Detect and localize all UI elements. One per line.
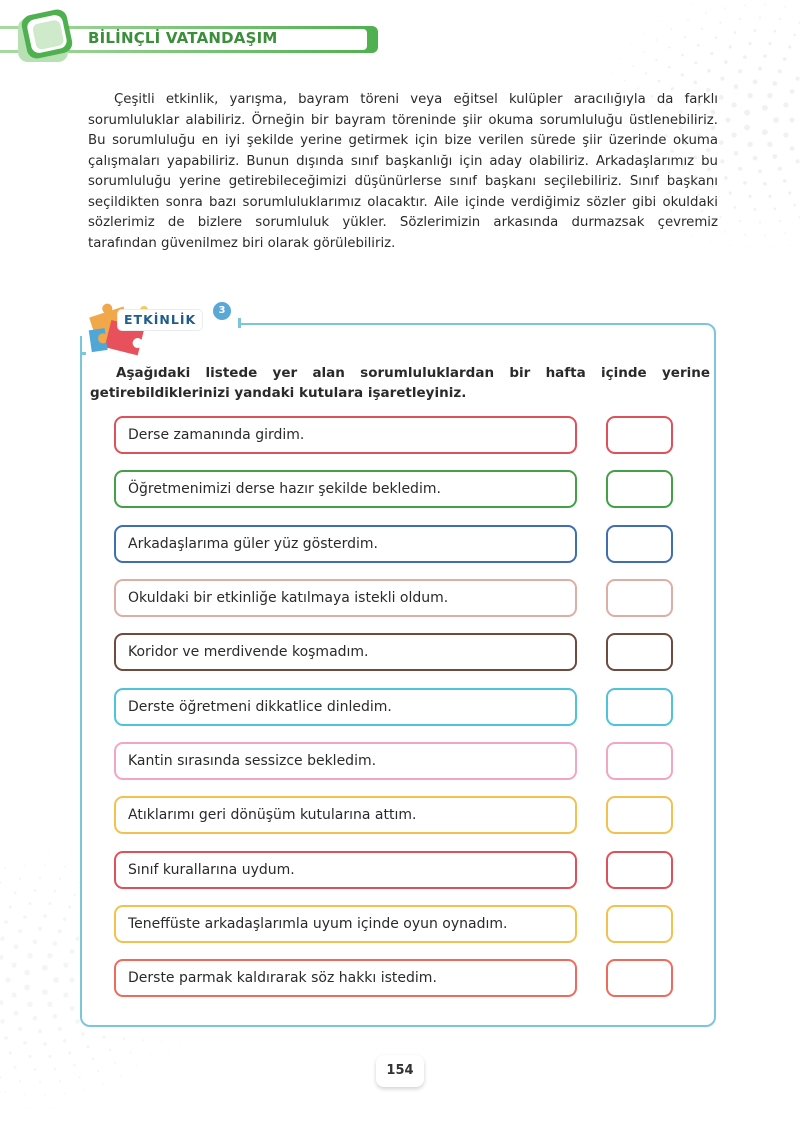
list-item-box [114, 688, 577, 726]
checkbox-box[interactable] [606, 905, 673, 943]
list-item-box [114, 633, 577, 671]
intro-paragraph: Çeşitli etkinlik, yarışma, bayram töreni veya eğitsel kulüpler aracılığıyla da farklı sorumluluklar alabiliriz. Örneğin bir bayram töreninde şiir okuma sorumluluğu üstlenebiliriz. Bu sorumluluğu en iyi şekilde yerine getirmek için bize verilen sürede şiir üzerinde okuma çalışmaları yapabiliriz. Bunun dışında sınıf başkanlığı için aday olabiliriz. Arkadaşlarımız bu sorumluluğu yerine getirebileceğimizi düşünürlerse sınıf başkanı seçilebiliriz. Sınıf başkanı seçildikten sonra bazı sorumluluklarımız olacaktır. Aile içinde verdiğimiz sözler gibi okuldaki sözlerimiz de bizlere sorumluluk yükler. Sözlerimizin arkasında durmazsak çevremiz tarafından güvenilmez biri olarak görülebiliriz. [88, 92, 718, 251]
checkbox-box[interactable] [606, 416, 673, 454]
list-item-label: Koridor ve merdivende koşmadım. [128, 644, 369, 660]
checkbox-box[interactable] [606, 796, 673, 834]
list-item-label: Derse zamanında girdim. [128, 427, 305, 443]
list-item-box [114, 959, 577, 997]
checkbox-box[interactable] [606, 959, 673, 997]
activity-label: ETKİNLİK [118, 310, 202, 330]
section-title: BİLİNÇLİ VATANDAŞIM [88, 29, 278, 47]
page-number: 154 [386, 1063, 414, 1078]
list-item-box [114, 525, 577, 563]
list-item-label: Derste parmak kaldırarak söz hakkı istedim. [128, 970, 437, 986]
list-item-label: Atıklarımı geri dönüşüm kutularına attım. [128, 807, 417, 823]
list-item-box [114, 416, 577, 454]
checkbox-box[interactable] [606, 688, 673, 726]
list-item-box [114, 796, 577, 834]
checkbox-box[interactable] [606, 851, 673, 889]
activity-instruction: Aşağıdaki listede yer alan sorumluluklardan bir hafta içinde yerine getirebildiklerinizi yandaki kutulara işaretleyiniz. [90, 365, 710, 401]
list-item-box [114, 742, 577, 780]
list-item-label: Öğretmenimizi derse hazır şekilde bekledim. [128, 481, 441, 497]
activity-number-badge: 3 [212, 301, 232, 321]
checkbox-box[interactable] [606, 579, 673, 617]
folder-tab-icon [14, 8, 76, 68]
list-item-label: Okuldaki bir etkinliğe katılmaya istekli oldum. [128, 590, 449, 606]
list-item-label: Teneffüste arkadaşlarımla uyum içinde oyun oynadım. [128, 916, 508, 932]
checkbox-box[interactable] [606, 470, 673, 508]
list-item-label: Kantin sırasında sessizce bekledim. [128, 753, 377, 769]
checkbox-box[interactable] [606, 742, 673, 780]
list-item-box [114, 470, 577, 508]
list-item-box [114, 851, 577, 889]
checkbox-box[interactable] [606, 633, 673, 671]
page-number-tab [376, 1055, 424, 1089]
checkbox-box[interactable] [606, 525, 673, 563]
list-item-label: Derste öğretmeni dikkatlice dinledim. [128, 699, 392, 715]
list-item-label: Arkadaşlarıma güler yüz gösterdim. [128, 536, 378, 552]
list-item-box [114, 905, 577, 943]
frame-top-tick [238, 318, 241, 328]
list-item-label: Sınıf kurallarına uydum. [128, 862, 295, 878]
list-item-box [114, 579, 577, 617]
